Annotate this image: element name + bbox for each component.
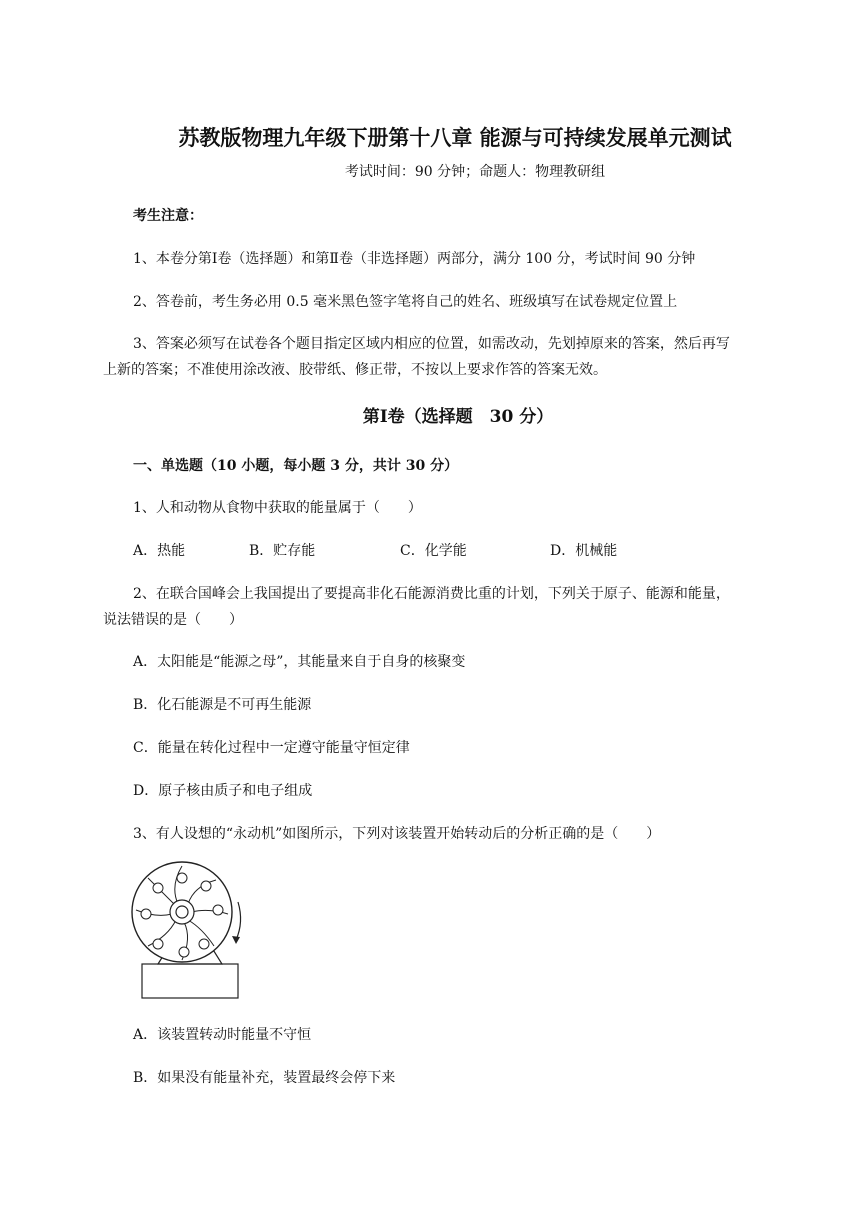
question-3-stem: 3、有人设想的“永动机”如图所示，下列对该装置开始转动后的分析正确的是（ ） xyxy=(133,826,661,842)
notice-item-2: 2、答卷前，考生务必用 0.5 毫米黑色签字笔将自己的姓名、班级填写在试卷规定位置上 xyxy=(133,294,678,310)
question-3-option-b: B．如果没有能量补充，装置最终会停下来 xyxy=(133,1070,396,1086)
question-1-option-a: A．热能 xyxy=(133,543,186,559)
part-heading: 一、单选题（10 小题，每小题 3 分，共计 30 分） xyxy=(133,458,459,474)
page-title: 苏教版物理九年级下册第十八章 能源与可持续发展单元测试 xyxy=(178,125,732,150)
notice-item-1: 1、本卷分第Ⅰ卷（选择题）和第Ⅱ卷（非选择题）两部分，满分 100 分，考试时间 90 分钟 xyxy=(133,251,696,267)
question-2-option-a: A．太阳能是“能源之母”，其能量来自于自身的核聚变 xyxy=(133,654,466,670)
perpetual-motion-wheel-figure xyxy=(130,852,250,1002)
question-3-option-a: A．该装置转动时能量不守恒 xyxy=(133,1027,312,1043)
question-2-stem: 2、在联合国峰会上我国提出了要提高非化石能源消费比重的计划，下列关于原子、能源和能量， xyxy=(133,586,730,602)
question-1-stem: 1、人和动物从食物中获取的能量属于（ ） xyxy=(133,500,422,516)
question-1-option-d: D．机械能 xyxy=(550,543,618,559)
question-2-stem-cont: 说法错误的是（ ） xyxy=(103,612,243,628)
section-title: 第Ⅰ卷（选择题 30 分） xyxy=(362,407,554,427)
question-1-option-b: B．贮存能 xyxy=(249,543,316,559)
notice-heading: 考生注意： xyxy=(133,208,203,224)
notice-item-3: 3、答案必须写在试卷各个题目指定区域内相应的位置，如需改动，先划掉原来的答案，然后再写 xyxy=(133,336,730,352)
question-1-option-c: C．化学能 xyxy=(400,543,467,559)
page-subtitle: 考试时间：90 分钟；命题人：物理教研组 xyxy=(344,164,606,180)
question-2-option-b: B．化石能源是不可再生能源 xyxy=(133,697,312,713)
notice-item-3-cont: 上新的答案；不准使用涂改液、胶带纸、修正带，不按以上要求作答的答案无效。 xyxy=(103,362,607,378)
question-2-option-c: C．能量在转化过程中一定遵守能量守恒定律 xyxy=(133,740,410,756)
question-2-option-d: D．原子核由质子和电子组成 xyxy=(133,783,313,799)
